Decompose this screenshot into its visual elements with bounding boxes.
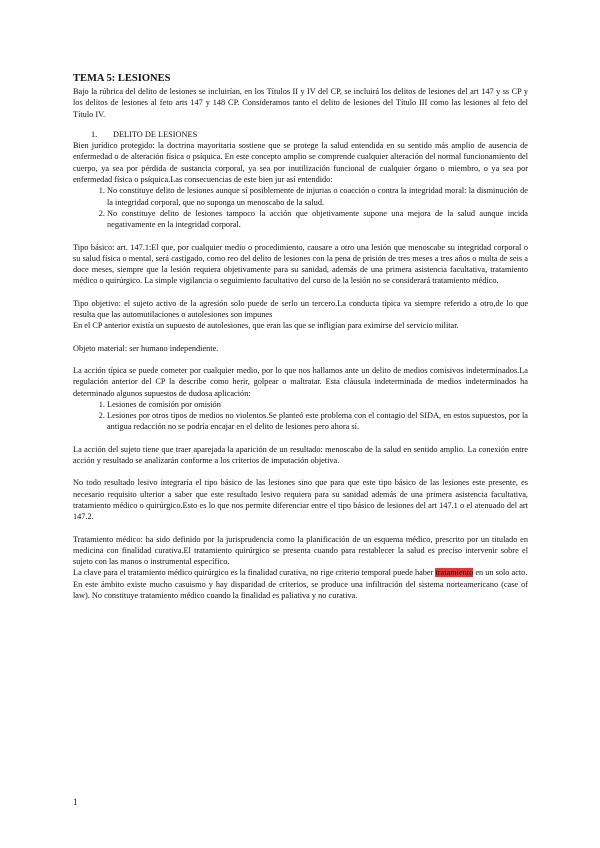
clave-text-end: en un solo acto. bbox=[473, 568, 528, 578]
list-item: 2. No constituye delito de lesiones tampoco la acción que objetivamente supone una mejora de la salud aunque incida negativamente en la integridad corporal. bbox=[107, 208, 528, 231]
list-item: 2. Lesiones por otros tipos de medios no violentos.Se planteó este problema con el contagio del SIDA, en estos supuestos, por la antigua redacción no se podría encajar en el delito de lesiones pero ahora sí. bbox=[107, 410, 528, 433]
document-body bbox=[73, 73, 528, 601]
page-title: TEMA 5: LESIONES bbox=[73, 73, 171, 84]
page-number: 1 bbox=[73, 797, 78, 807]
tipo-objetivo-note: En el CP anterior existía un supuesto de autolesiones, que eran las que se infligían para eximirse del servicio militar. bbox=[73, 321, 459, 331]
tratamiento-medico-paragraph: Tratamiento médico: ha sido definido por la jurisprudencia como la planificación de un esquema médico, prescrito por un titulado en medicina con finalidad curativa.El tratamiento quirúrgico se presenta cuando para restablecer la salud es preciso intervenir sobre el sujeto con las manos o instrumental específico. bbox=[73, 534, 528, 567]
accion-tipica-paragraph: La acción típica se puede cometer por cualquier medio, por lo que nos hallamos ante un delito de medios comisivos indeterminados.La regulación anterior del CP la describe como herir, golpear o maltratar. Esta cláusula indeterminada de medios indeterminados ha determinado algunos supuestos de dudosa aplicación: bbox=[73, 365, 528, 398]
no-todo-paragraph: No todo resultado lesivo integraría el tipo básico de las lesiones sino que para que este tipo básico de las lesiones este presente, es necesario requisito ulterior a saber que este resultado lesivo requiera para su sanidad además de una primera asistencia facultativa, tratamiento médico o quirúrgico.Esto es lo que nos permite diferenciar entre el tipo básico de lesiones del art 147.1 o el atenuado del art 147.2. bbox=[73, 478, 528, 522]
casuismo-paragraph: En este ámbito existe mucho casuismo y hay disparidad de criterios, se produce una infiltración del sistema norteamericano (case of law). No constituye tratamiento médico cuando la finalidad es paliativa y no curativa. bbox=[73, 579, 528, 600]
tipo-basico-paragraph: Tipo básico: art. 147.1:El que, por cualquier medio o procedimiento, causare a otro una lesión que menoscabe su integridad corporal o su salud física o mental, será castigado, como reo del delito de lesiones con la pena de prisión de tres meses a tres años o multa de seis a doce meses, siempre que la lesión requiera objetivamente para su sanidad, además de una primera asistencia facultativa, tratamiento médico o quirúrgico. La simple vigilancia o seguimiento facultativo del curso de la lesión no se considerará tratamiento médico. bbox=[73, 242, 528, 286]
objeto-material-paragraph: Objeto material: ser humano independiente. bbox=[73, 343, 219, 353]
accion-sujeto-paragraph: La acción del sujeto tiene que traer aparejada la aparición de un resultado: menoscabo de la salud en sentido amplio. La conexión entre acción y resultado se analizarán conforme a los criterios de imputación objetiva. bbox=[73, 444, 528, 466]
list-item: 1. Lesiones de comisión por omisión bbox=[107, 399, 528, 410]
consequences-list bbox=[73, 185, 528, 230]
list-item: 1. No constituye delito de lesiones aunque sí posiblemente de injurias o coacción o contra la integridad moral: la disminución de la integridad corporal, que no suponga un menoscabo de la salud. bbox=[107, 185, 528, 208]
intro-paragraph: Bajo la rúbrica del delito de lesiones se incluirían, en los Títulos II y IV del CP, se incluirá los delitos de lesiones del art 147 y ss CP y los delitos de lesiones al feto arts 147 y 148 CP. Consideramos tanto el delito de lesiones del Título III como las lesiones al feto del Título IV. bbox=[73, 87, 528, 119]
tipo-objetivo-paragraph: Tipo objetivo: el sujeto activo de la agresión solo puede de serlo un tercero.La conducta típica va siempre referido a otro,de lo que resulta que las automutilaciones o autolesiones son impunes bbox=[73, 298, 528, 320]
clave-paragraph bbox=[73, 567, 528, 578]
clave-text: La clave para el tratamiento médico quirúrgico es la finalidad curativa, no rige criterio temporal puede haber bbox=[73, 568, 436, 578]
bien-juridico-paragraph: Bien jurídico protegido: la doctrina mayoritaria sostiene que se protege la salud entendida en su sentido más amplio de ausencia de enfermedad o de alteración física o psíquica. En este concepto amplio se comprende cualquier alteración del normal funcionamiento del cuerpo, ya sea por pérdida de sustancia corporal, ya sea por inutilización funcional de cualquier órgano o miembro, o ya sea por enfermedad física o psíquica.Las consecuencias de este bien jur así entendido: bbox=[73, 141, 528, 185]
section-title: DELITO DE LESIONES bbox=[113, 129, 198, 139]
section-heading bbox=[73, 129, 528, 140]
medios-list bbox=[73, 399, 528, 433]
highlighted-word: tratamiento bbox=[435, 568, 474, 578]
section-number: 1. bbox=[91, 129, 98, 139]
